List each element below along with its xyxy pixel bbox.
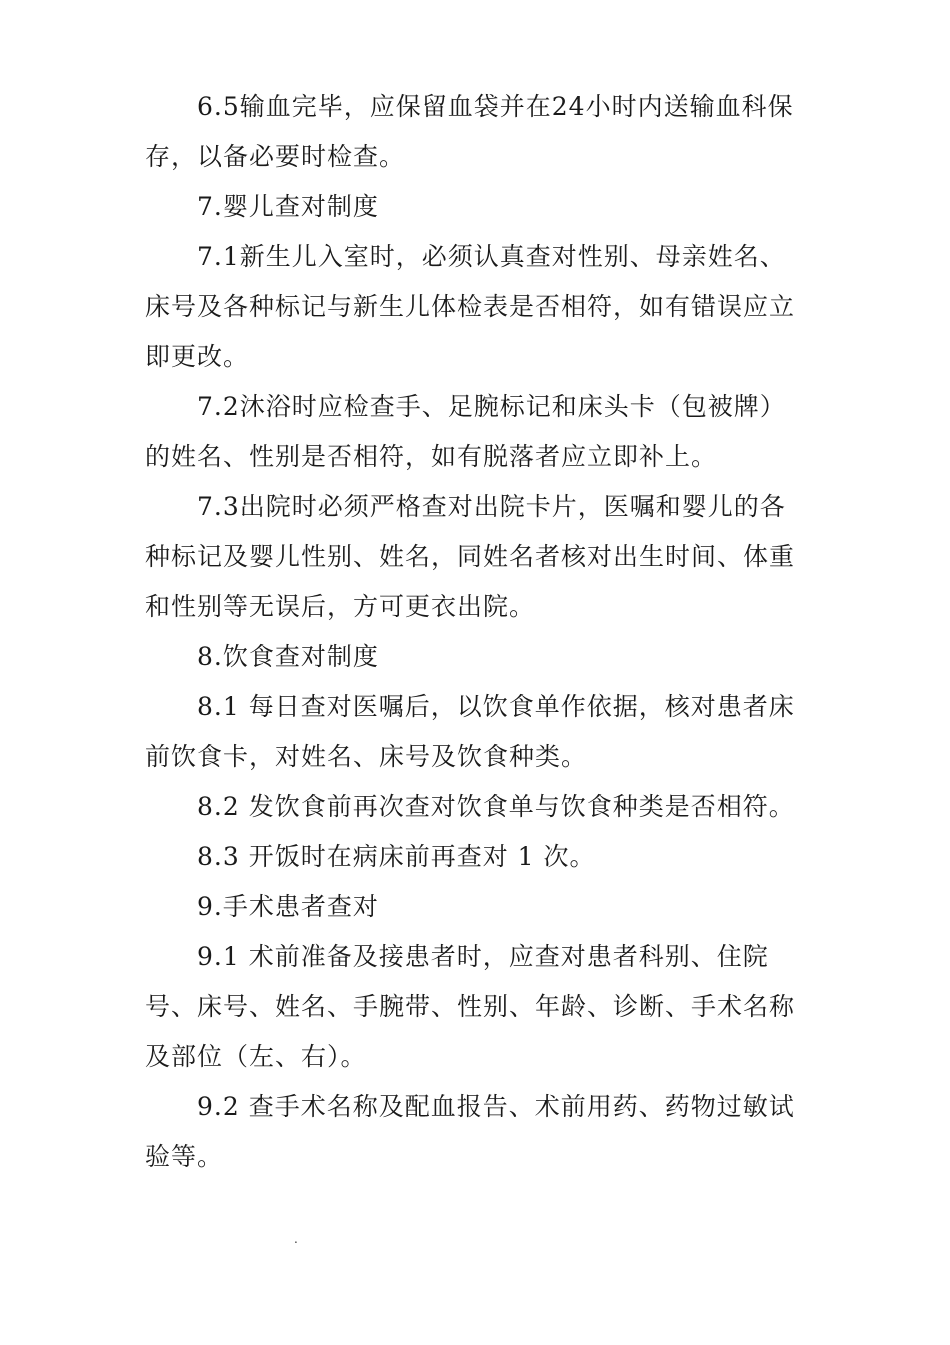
paragraph-8-1: 8.1 每日查对医嘱后，以饮食单作依据，核对患者床前饮食卡，对姓名、床号及饮食种类。 — [145, 692, 795, 771]
paragraph-6-5: 6.5输血完毕，应保留血袋并在24小时内送输血科保存，以备必要时检查。 — [145, 92, 794, 171]
heading-8: 8.饮食查对制度 — [197, 642, 379, 671]
footer-dot: . — [294, 1232, 298, 1246]
paragraph-9-1: 9.1 术前准备及接患者时，应查对患者科别、住院号、床号、姓名、手腕带、性别、年龄、诊断、手术名称及部位（左、右）。 — [145, 942, 796, 1071]
heading-7: 7.婴儿查对制度 — [197, 192, 379, 221]
paragraph-8-2: 8.2 发饮食前再次查对饮食单与饮食种类是否相符。 — [197, 792, 795, 821]
paragraph-7-2: 7.2沐浴时应检查手、足腕标记和床头卡（包被牌）的姓名、性别是否相符，如有脱落者应立即补上。 — [145, 392, 786, 471]
document-body — [145, 82, 805, 1182]
paragraph-7-3: 7.3出院时必须严格查对出院卡片，医嘱和婴儿的各种标记及婴儿性别、姓名，同姓名者核对出生时间、体重和性别等无误后，方可更衣出院。 — [145, 492, 796, 621]
paragraph-8-3: 8.3 开饭时在病床前再查对 1 次。 — [197, 842, 596, 871]
paragraph-9-2: 9.2 查手术名称及配血报告、术前用药、药物过敏试验等。 — [145, 1092, 795, 1171]
paragraph-7-1: 7.1新生儿入室时，必须认真查对性别、母亲姓名、床号及各种标记与新生儿体检表是否相符，如有错误应立即更改。 — [145, 242, 796, 371]
heading-9: 9.手术患者查对 — [197, 892, 379, 921]
